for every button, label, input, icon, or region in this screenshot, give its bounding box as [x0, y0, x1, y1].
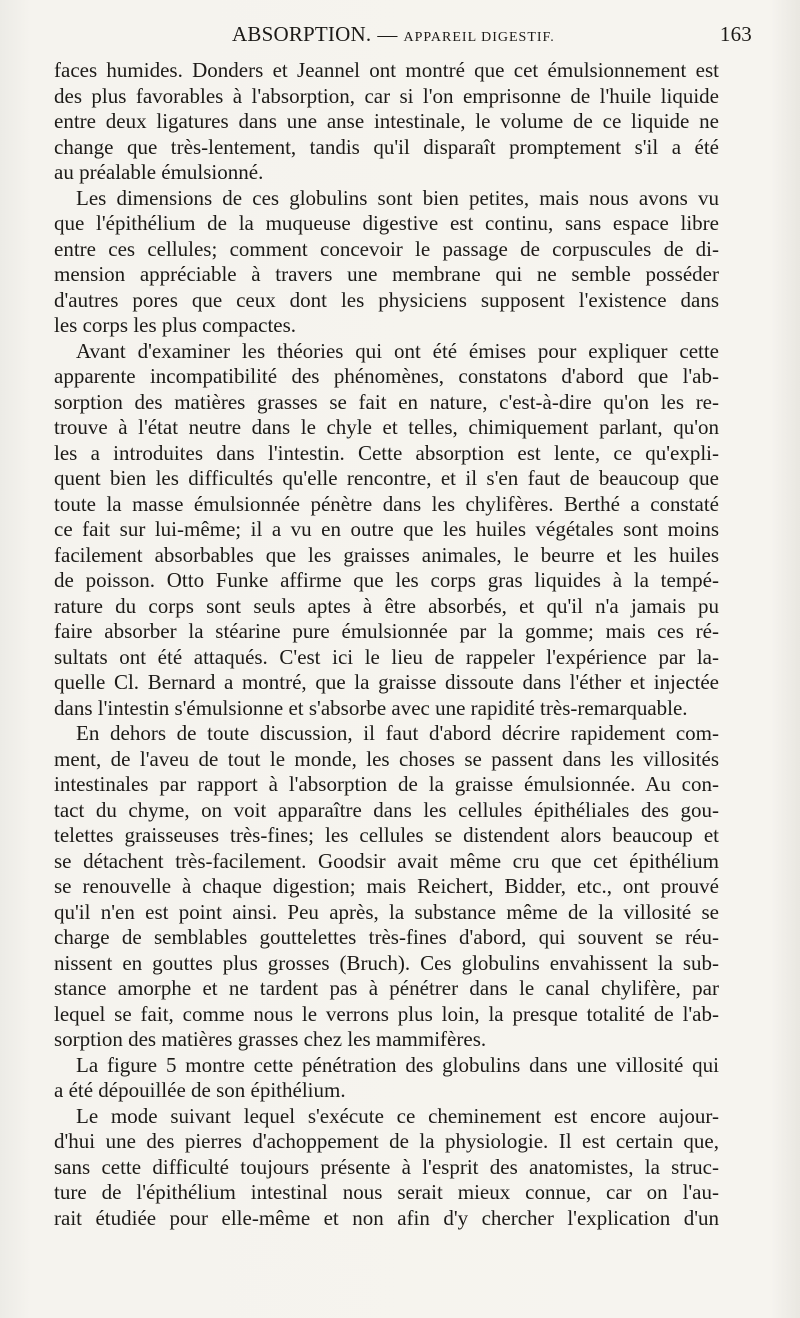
text-line: apparente incompatibilité des phénomènes, constatons d'abord que l'ab- — [54, 364, 719, 388]
text-line: les corps les plus compactes. — [54, 313, 297, 337]
running-head-title — [232, 22, 555, 47]
body-text — [54, 58, 719, 1231]
running-head-subtitle: APPAREIL DIGESTIF. — [403, 30, 555, 45]
text-line: En dehors de toute discussion, il faut d'abord décrire rapidement com- — [76, 721, 719, 745]
text-line: ce fait sur lui-même; il a vu en outre que les huiles végétales sont moins — [54, 517, 719, 541]
text-line: faces humides. Donders et Jeannel ont montré que cet émulsionnement est — [54, 58, 719, 82]
text-line: se détachent très-facilement. Goodsir avait même cru que cet épithélium — [54, 848, 719, 873]
running-head-dash: — — [377, 24, 398, 46]
text-line: rait étudiée pour elle-même et non afin d'y chercher l'explication d'un — [54, 1205, 719, 1230]
text-line: intestinales par rapport à l'absorption de la graisse émulsionnée. Au con- — [54, 772, 719, 796]
text-line: de poisson. Otto Funke affirme que les corps gras liquides à la tempé- — [54, 568, 719, 592]
text-line: charge de semblables gouttelettes très-fines d'abord, qui souvent se réu- — [54, 925, 719, 949]
running-head-main: ABSORPTION. — [232, 22, 372, 46]
text-line: d'autres pores que ceux dont les physiciens supposent l'existence dans — [54, 287, 719, 312]
text-line: qu'il n'en est point ainsi. Peu après, la substance même de la villosité se — [54, 899, 719, 924]
text-line: les a introduites dans l'intestin. Cette absorption est lente, ce qu'expli- — [54, 440, 719, 465]
text-line: tact du chyme, on voit apparaître dans les cellules épithéliales des gou- — [54, 797, 719, 822]
text-line: sorption des matières grasses se fait en nature, c'est-à-dire qu'on les re- — [54, 389, 719, 414]
text-line: entre deux ligatures dans une anse intestinale, le volume de ce liquide ne — [54, 109, 719, 133]
text-line: des plus favorables à l'absorption, car si l'on emprisonne de l'huile liquide — [54, 83, 719, 108]
text-line: ture de l'épithélium intestinal nous serait mieux connue, car on l'au- — [54, 1180, 719, 1204]
text-line: trouve à l'état neutre dans le chyle et telles, chimiquement parlant, qu'on — [54, 415, 719, 439]
text-line: a été dépouillée de son épithélium. — [54, 1078, 346, 1102]
running-head — [54, 22, 754, 52]
text-line: change que très-lentement, tandis qu'il disparaît promptement s'il a été — [54, 134, 719, 159]
text-line: dans l'intestin s'émulsionne et s'absorbe avec une rapidité très-remarquable. — [54, 695, 688, 720]
page-number: 163 — [719, 22, 752, 46]
text-line: se renouvelle à chaque digestion; mais Reichert, Bidder, etc., ont prouvé — [54, 874, 719, 898]
text-line: faire absorber la stéarine pure émulsionnée par la gomme; mais ces ré- — [54, 619, 719, 643]
text-line: sans cette difficulté toujours présente à l'esprit des anatomistes, la struc- — [54, 1154, 719, 1179]
text-line: au préalable émulsionné. — [54, 160, 264, 184]
text-line: Les dimensions de ces globulins sont bien petites, mais nous avons vu — [76, 185, 719, 210]
text-line: quelle Cl. Bernard a montré, que la graisse dissoute dans l'éther et injectée — [54, 670, 719, 694]
text-line: ment, de l'aveu de tout le monde, les choses se passent dans les villosités — [54, 746, 719, 771]
text-line: rature du corps sont seuls aptes à être absorbés, et qu'il n'a jamais pu — [54, 593, 719, 618]
text-line: lequel se fait, comme nous le verrons plus loin, la presque totalité de l'ab- — [54, 1001, 719, 1026]
text-line: Avant d'examiner les théories qui ont été émises pour expliquer cette — [76, 338, 719, 363]
text-line: La figure 5 montre cette pénétration des globulins dans une villosité qui — [76, 1052, 719, 1077]
text-line: toute la masse émulsionnée pénètre dans les chylifères. Berthé a constaté — [54, 491, 719, 516]
text-line: d'hui une des pierres d'achoppement de la physiologie. Il est certain que, — [54, 1129, 719, 1153]
text-line: telettes graisseuses très-fines; les cellules se distendent alors beaucoup et — [54, 823, 719, 847]
text-line: Le mode suivant lequel s'exécute ce cheminement est encore aujour- — [76, 1103, 719, 1128]
text-line: entre ces cellules; comment concevoir le passage de corpuscules de di- — [54, 236, 719, 261]
text-line: sultats ont été attaqués. C'est ici le lieu de rappeler l'expérience par la- — [54, 644, 719, 669]
text-line: facilement absorbables que les graisses animales, le beurre et les huiles — [54, 542, 719, 567]
text-line: nissent en gouttes plus grosses (Bruch). Ces globulins envahissent la sub- — [54, 950, 719, 975]
text-line: sorption des matières grasses chez les mammifères. — [54, 1027, 487, 1051]
text-line: quent bien les difficultés qu'elle rencontre, et il s'en faut de beaucoup que — [54, 466, 719, 490]
text-line: que l'épithélium de la muqueuse digestive est continu, sans espace libre — [54, 211, 719, 235]
text-line: stance amorphe et ne tardent pas à pénétrer dans le canal chylifère, par — [54, 976, 719, 1000]
text-line: mension appréciable à travers une membrane qui ne semble posséder — [54, 262, 719, 286]
